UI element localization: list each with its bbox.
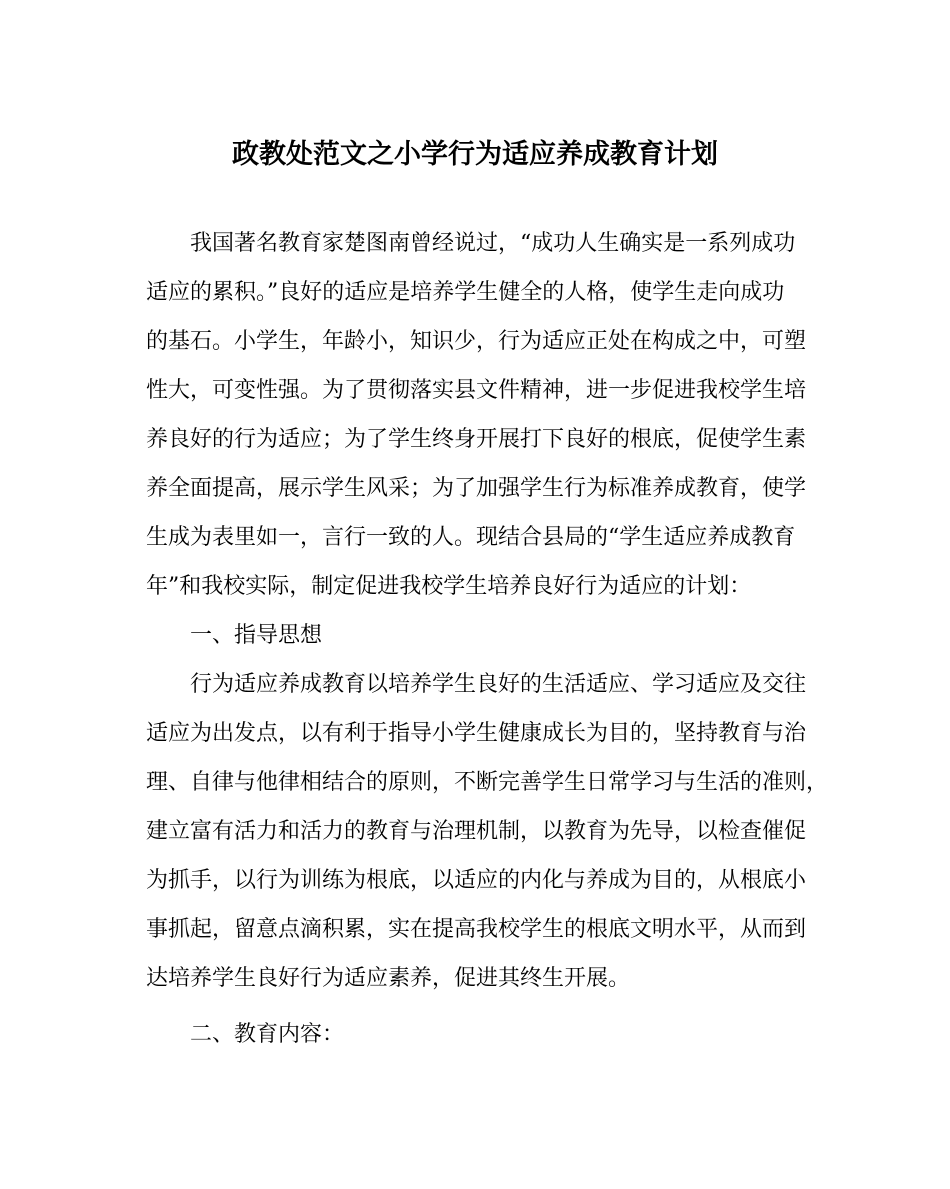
section-heading-education-content: 二、教育内容： — [190, 1022, 345, 1047]
section1-paragraph — [146, 660, 829, 1003]
intro-paragraph — [146, 219, 807, 611]
document-title: 政教处范文之小学行为适应养成教育计划 — [232, 139, 718, 170]
intro-line: 的基石。小学生，年龄小，知识少，行为适应正处在构成之中，可塑 — [146, 329, 807, 354]
intro-line: 年”和我校实际，制定促进我校学生培养良好行为适应的计划： — [146, 574, 752, 599]
section1-line: 适应为出发点，以有利于指导小学生健康成长为目的，坚持教育与治 — [146, 721, 807, 746]
section1-line: 达培养学生良好行为适应素养，促进其终生开展。 — [146, 966, 631, 991]
intro-line: 性大，可变性强。为了贯彻落实县文件精神，进一步促进我校学生培 — [146, 378, 807, 403]
intro-line: 生成为表里如一，言行一致的人。现结合县局的“学生适应养成教育 — [146, 525, 796, 550]
document-body — [146, 219, 829, 1059]
intro-line: 我国著名教育家楚图南曾经说过，“成功人生确实是一系列成功 — [190, 231, 796, 256]
section1-line: 为抓手，以行为训练为根底，以适应的内化与养成为目的，从根底小 — [146, 868, 807, 893]
section1-line: 行为适应养成教育以培养学生良好的生活适应、学习适应及交往 — [190, 672, 807, 697]
intro-line: 养良好的行为适应；为了学生终身开展打下良好的根底，促使学生素 — [146, 427, 807, 452]
intro-line: 适应的累积。”良好的适应是培养学生健全的人格，使学生走向成功 — [146, 280, 785, 305]
section1-line: 建立富有活力和活力的教育与治理机制，以教育为先导，以检查催促 — [146, 819, 807, 844]
section1-line: 理、自律与他律相结合的原则，不断完善学生日常学习与生活的准则， — [146, 770, 829, 795]
intro-line: 养全面提高，展示学生风采；为了加强学生行为标准养成教育，使学 — [146, 476, 807, 501]
section1-line: 事抓起，留意点滴积累，实在提高我校学生的根底文明水平，从而到 — [146, 917, 807, 942]
section-heading-guiding-thought: 一、指导思想 — [190, 623, 323, 648]
